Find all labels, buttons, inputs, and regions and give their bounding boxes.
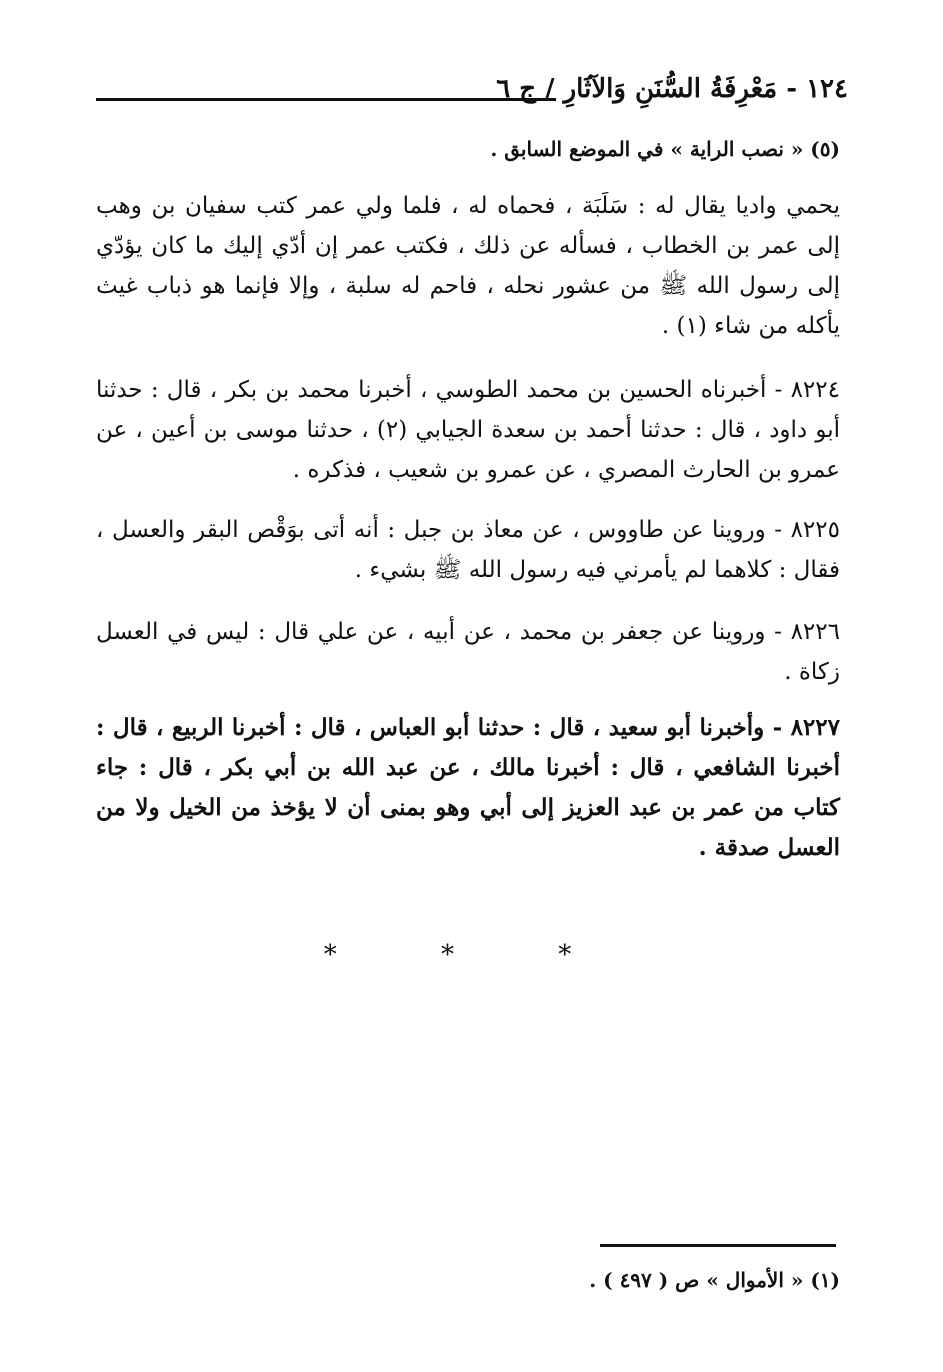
header-rule [96,98,556,101]
footnote-rule [600,1244,836,1247]
paragraph-continuation: يحمي واديا يقال له : سَلَبَة ، فحماه له ، فلما ولي عمر كتب سفيان بن وهب إلى عمر بن الخطاب ، فسأله عن ذلك ، فكتب عمر إن أدّي إليك ما كان يؤدّي إلى رسول الله ﷺ من عشور نحله ، فاحم له سلبة ، وإلا فإنما هو ذباب غيث يأكله من شاء (١) . [96,193,840,339]
section-separator-stars: * * * [323,940,620,970]
paragraph-8226: ٨٢٢٦ - وروينا عن جعفر بن محمد ، عن أبيه ، عن علي قال : ليس في العسل زكاة . [96,619,840,685]
running-head-title: ١٢٤ - مَعْرِفَةُ السُّنَنِ وَالآثَارِ / ج ٦ [496,74,848,104]
paragraph-8227: ٨٢٢٧ - وأخبرنا أبو سعيد ، قال : حدثنا أبو العباس ، قال : أخبرنا الربيع ، قال : أخبرنا الشافعي ، قال : أخبرنا مالك ، عن عبد الله بن أبي بكر ، قال : جاء كتاب من عمر بن عبد العزيز إلى أبي وهو بمنى أن لا يؤخذ من الخيل ولا من العسل صدقة . [96,714,840,861]
footnote: (١) « الأموال » ص ( ٤٩٧ ) . [589,1268,840,1292]
top-footnote-continuation: (٥) « نصب الراية » في الموضع السابق . [490,137,840,161]
paragraph-8225: ٨٢٢٥ - وروينا عن طاووس ، عن معاذ بن جبل : أنه أتى بوَقْص البقر والعسل ، فقال : كلاهما لم يأمرني فيه رسول الله ﷺ بشيء . [96,517,840,583]
paragraph-8224: ٨٢٢٤ - أخبرناه الحسين بن محمد الطوسي ، أخبرنا محمد بن بكر ، قال : حدثنا أبو داود ، قال : حدثنا أحمد بن سعدة الجيابي (٢) ، حدثنا موسى بن أعين ، عن عمرو بن الحارث المصري ، عن عمرو بن شعيب ، فذكره . [96,377,840,483]
page-header [96,72,848,112]
